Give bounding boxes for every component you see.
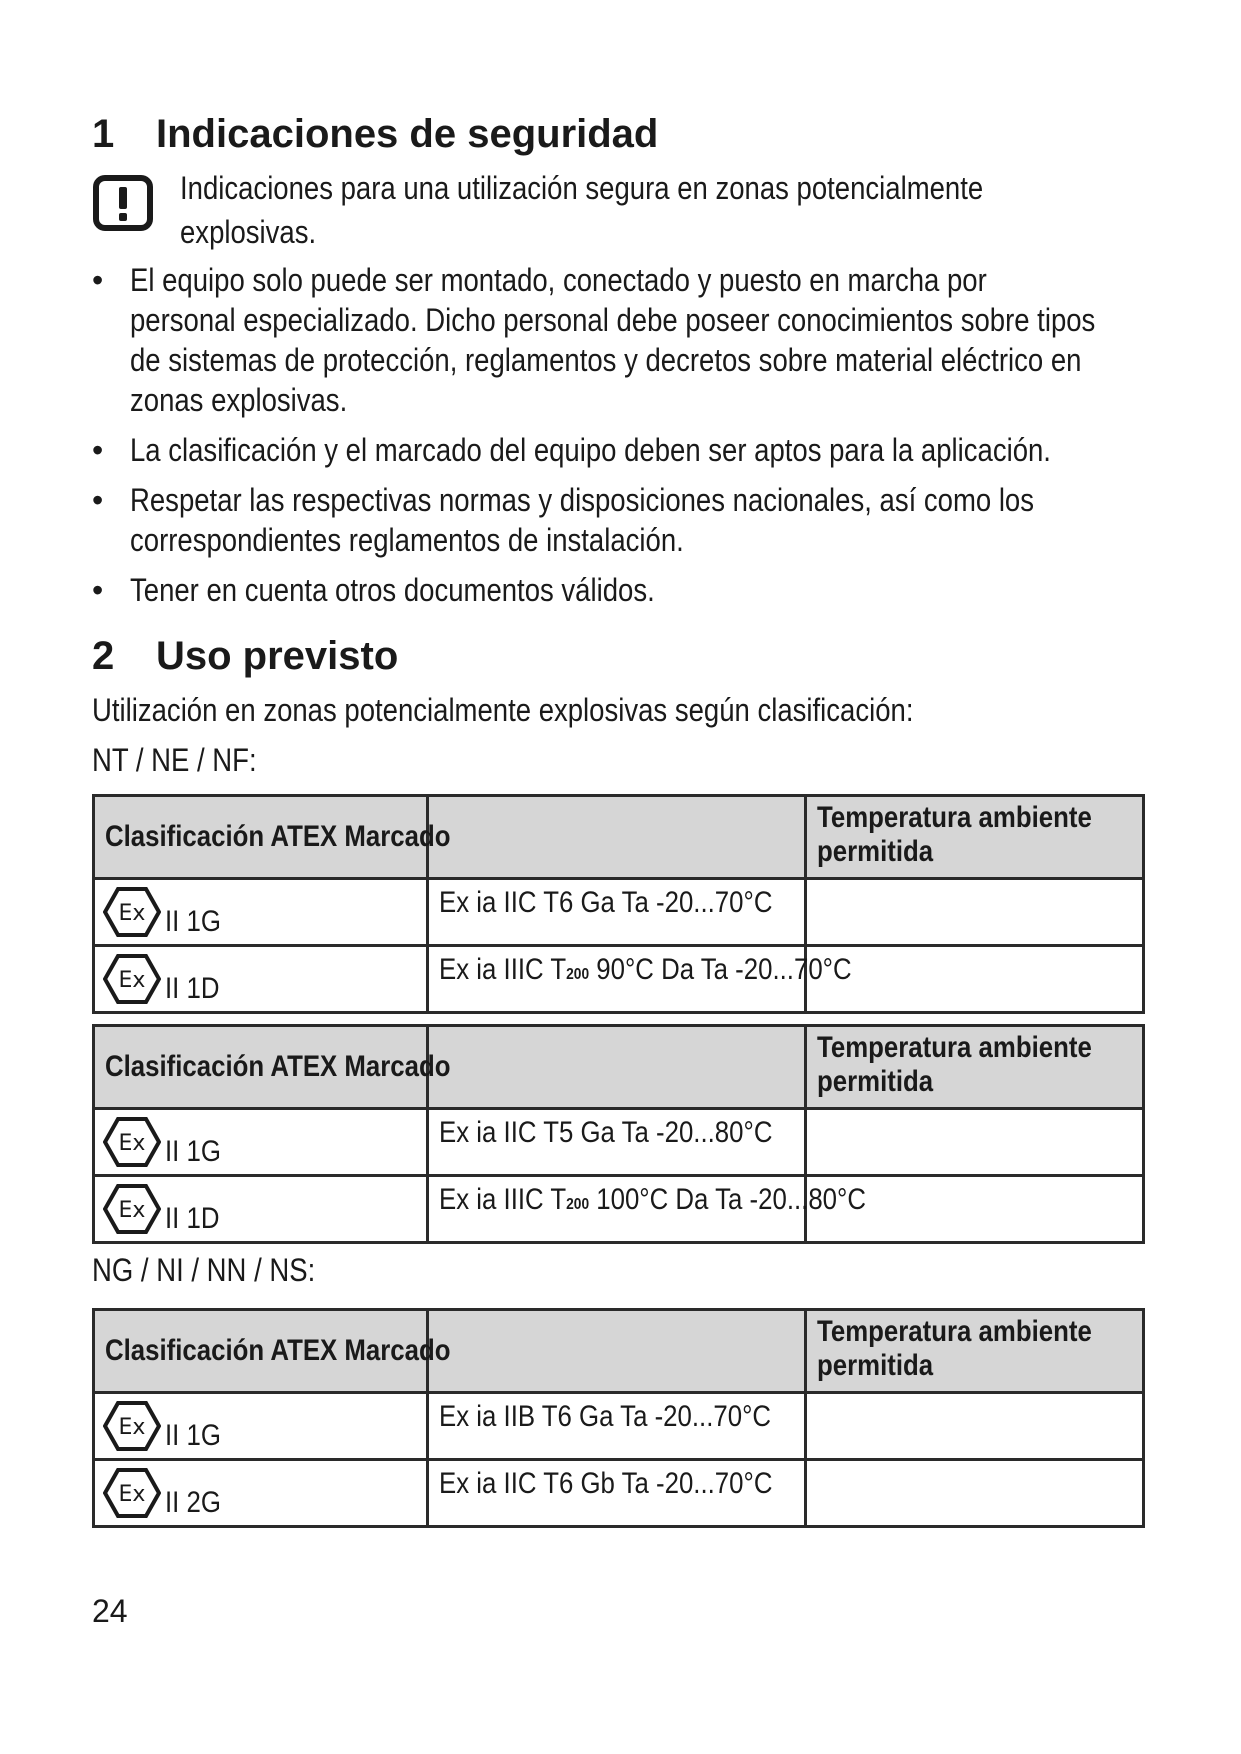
marking-cell — [428, 1460, 806, 1527]
classification-value: II 2G — [165, 1486, 221, 1519]
atex-ex-hexagon-icon — [103, 1116, 161, 1168]
temperature-cell — [806, 879, 1144, 946]
table-header-row — [94, 1310, 1144, 1393]
classification-cell — [94, 1109, 428, 1176]
classification-value: II 1D — [165, 972, 220, 1005]
intro-text: Utilización en zonas potencialmente explosivas según clasificación: — [92, 692, 914, 728]
bullet-marker: • — [92, 432, 104, 468]
classification-cell — [94, 1393, 428, 1460]
header-text: Temperatura ambiente — [817, 1031, 1092, 1064]
table-row — [94, 1393, 1144, 1460]
bullet-line: Tener en cuenta otros documentos válidos. — [130, 572, 655, 608]
list-item — [92, 430, 1152, 470]
atex-table-1 — [92, 794, 1145, 1014]
table-row — [94, 1460, 1144, 1527]
section-number: 2 — [92, 634, 115, 678]
table-row — [94, 1176, 1144, 1243]
temperature-value — [807, 880, 1142, 892]
marking-text: Ex ia IIIC T — [439, 953, 567, 986]
atex-ex-hexagon-icon — [103, 1467, 161, 1519]
table-row — [94, 879, 1144, 946]
header-text: Clasificación ATEX Marcado — [105, 1334, 451, 1367]
marking-cell — [428, 946, 852, 1013]
group-2-label — [92, 1250, 1152, 1290]
marking-text: 90°C Da Ta -20...70°C — [589, 953, 852, 986]
list-item — [92, 480, 1152, 560]
bullet-line: Respetar las respectivas normas y disposiciones nacionales, así como los — [130, 482, 1034, 518]
bullet-marker: • — [92, 482, 104, 518]
note-line: explosivas. — [180, 214, 317, 250]
table-header-row — [94, 1026, 1144, 1109]
marking-text: Ex ia IIC T6 Ga Ta -20...70°C — [439, 886, 773, 919]
bullet-marker: • — [92, 572, 104, 608]
section-title: Indicaciones de seguridad — [156, 112, 659, 156]
classification-cell — [94, 879, 428, 946]
temperature-value — [807, 1394, 1142, 1406]
bullet-line: El equipo solo puede ser montado, conectado y puesto en marcha por — [130, 262, 987, 298]
marking-cell — [428, 879, 806, 946]
bullet-line: personal especializado. Dicho personal debe poseer conocimientos sobre tipos — [130, 302, 1096, 338]
header-temperature — [806, 1026, 1144, 1109]
section-number: 1 — [92, 112, 115, 156]
classification-value: II 1G — [165, 1135, 221, 1168]
bullet-line: de sistemas de protección, reglamentos y decretos sobre material eléctrico en — [130, 342, 1082, 378]
atex-table-2 — [92, 1024, 1145, 1244]
header-text: permitida — [817, 1349, 934, 1382]
section-2-heading — [92, 632, 1152, 680]
group-label-text: NT / NE / NF: — [92, 742, 257, 778]
marking-text: Ex ia IIB T6 Ga Ta -20...70°C — [439, 1400, 772, 1433]
header-classification — [94, 1310, 451, 1393]
note-line: Indicaciones para una utilización segura en zonas potencialmente — [180, 170, 984, 206]
temperature-cell — [806, 1393, 1144, 1460]
bullet-marker: • — [92, 262, 104, 298]
marking-text: Ex ia IIIC T — [439, 1183, 567, 1216]
safety-note — [92, 166, 1152, 254]
classification-value: II 1D — [165, 1202, 220, 1235]
marking-text: Ex ia IIC T5 Ga Ta -20...80°C — [439, 1116, 773, 1149]
svg-text:Ex: Ex — [118, 1131, 146, 1156]
marking-text: Ex ia IIC T6 Gb Ta -20...70°C — [439, 1467, 773, 1500]
group-label-text: NG / NI / NN / NS: — [92, 1252, 316, 1288]
bullet-line: correspondientes reglamentos de instalación. — [130, 522, 684, 558]
svg-text:Ex: Ex — [118, 1415, 146, 1440]
header-text: permitida — [817, 835, 934, 868]
header-text: Clasificación ATEX Marcado — [105, 820, 451, 853]
marking-cell — [428, 1176, 866, 1243]
atex-table-3 — [92, 1308, 1145, 1528]
temperature-value — [807, 947, 1142, 959]
intro-paragraph — [92, 690, 1152, 730]
list-item — [92, 570, 1152, 610]
atex-ex-hexagon-icon — [103, 1400, 161, 1452]
temperature-value — [807, 1110, 1142, 1122]
page-number: 24 — [92, 1593, 128, 1629]
header-classification — [94, 796, 451, 879]
header-marking — [428, 1026, 806, 1109]
bullet-line: zonas explosivas. — [130, 382, 348, 418]
group-1-label — [92, 740, 1152, 780]
table-header-row — [94, 796, 1144, 879]
marking-cell — [428, 1109, 806, 1176]
svg-text:Ex: Ex — [118, 1482, 146, 1507]
table-row — [94, 946, 1144, 1013]
header-marking — [428, 1310, 806, 1393]
classification-value: II 1G — [165, 905, 221, 938]
temperature-cell — [806, 1109, 1144, 1176]
temperature-cell — [806, 946, 1144, 1013]
list-item — [92, 260, 1152, 420]
svg-text:Ex: Ex — [118, 901, 146, 926]
classification-cell — [94, 1176, 428, 1243]
header-temperature — [806, 1310, 1144, 1393]
marking-text: 100°C Da Ta -20...80°C — [589, 1183, 866, 1216]
marking-subscript: 200 — [566, 1196, 590, 1213]
svg-text:Ex: Ex — [118, 968, 146, 993]
section-title: Uso previsto — [156, 634, 399, 678]
marking-cell — [428, 1393, 806, 1460]
warning-exclamation-icon — [92, 174, 154, 236]
header-text: Clasificación ATEX Marcado — [105, 1050, 451, 1083]
header-text: Temperatura ambiente — [817, 1315, 1092, 1348]
atex-ex-hexagon-icon — [103, 886, 161, 938]
header-marking — [428, 796, 806, 879]
table-row — [94, 1109, 1144, 1176]
header-text: permitida — [817, 1065, 934, 1098]
classification-cell — [94, 1460, 428, 1527]
bullet-line: La clasificación y el marcado del equipo deben ser aptos para la aplicación. — [130, 432, 1051, 468]
section-1-heading — [92, 110, 1152, 158]
classification-cell — [94, 946, 428, 1013]
temperature-value — [807, 1461, 1142, 1473]
atex-ex-hexagon-icon — [103, 1183, 161, 1235]
atex-ex-hexagon-icon — [103, 953, 161, 1005]
svg-text:Ex: Ex — [118, 1198, 146, 1223]
temperature-cell — [806, 1460, 1144, 1527]
safety-bullet-list — [92, 260, 1152, 610]
marking-subscript: 200 — [566, 966, 590, 983]
classification-value: II 1G — [165, 1419, 221, 1452]
header-classification — [94, 1026, 451, 1109]
header-temperature — [806, 796, 1144, 879]
header-text: Temperatura ambiente — [817, 801, 1092, 834]
manual-page — [92, 110, 1152, 1528]
safety-note-text — [180, 166, 1114, 254]
